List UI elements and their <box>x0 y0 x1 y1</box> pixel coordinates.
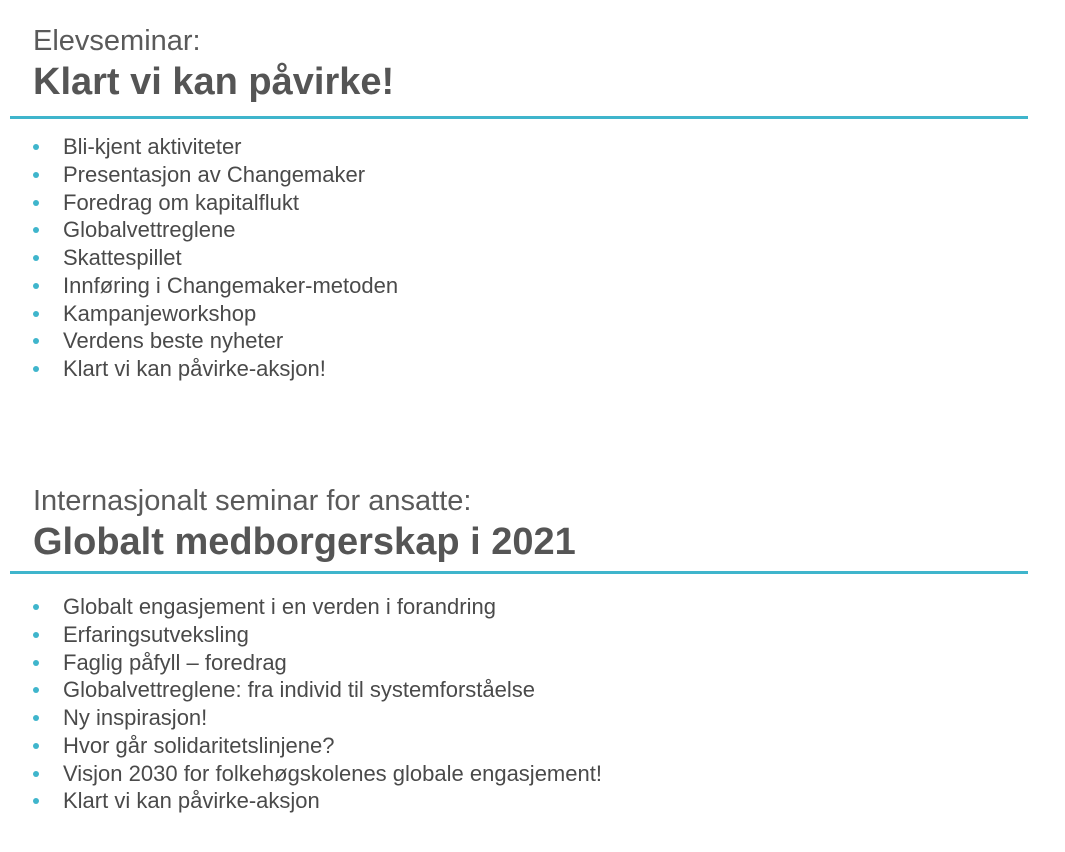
section-subtitle: Internasjonalt seminar for ansatte: <box>33 485 472 517</box>
bullet-icon <box>33 366 39 372</box>
section-title: Klart vi kan påvirke! <box>33 61 395 103</box>
bullet-icon <box>33 144 39 150</box>
section-subtitle: Elevseminar: <box>33 25 201 57</box>
bullet-icon <box>33 311 39 317</box>
bullet-icon <box>33 255 39 261</box>
bullet-icon <box>33 632 39 638</box>
bullet-icon <box>33 200 39 206</box>
bullet-icon <box>33 338 39 344</box>
bullet-icon <box>33 771 39 777</box>
bullet-icon <box>33 687 39 693</box>
bullet-icon <box>33 798 39 804</box>
bullet-icon <box>33 172 39 178</box>
bullet-icon <box>33 715 39 721</box>
bullet-icon <box>33 660 39 666</box>
section-divider <box>10 116 1028 119</box>
bullet-icon <box>33 227 39 233</box>
bullet-icon <box>33 604 39 610</box>
bullet-icon <box>33 283 39 289</box>
section-title: Globalt medborgerskap i 2021 <box>33 521 576 563</box>
section-divider <box>10 571 1028 574</box>
bullet-icon <box>33 743 39 749</box>
